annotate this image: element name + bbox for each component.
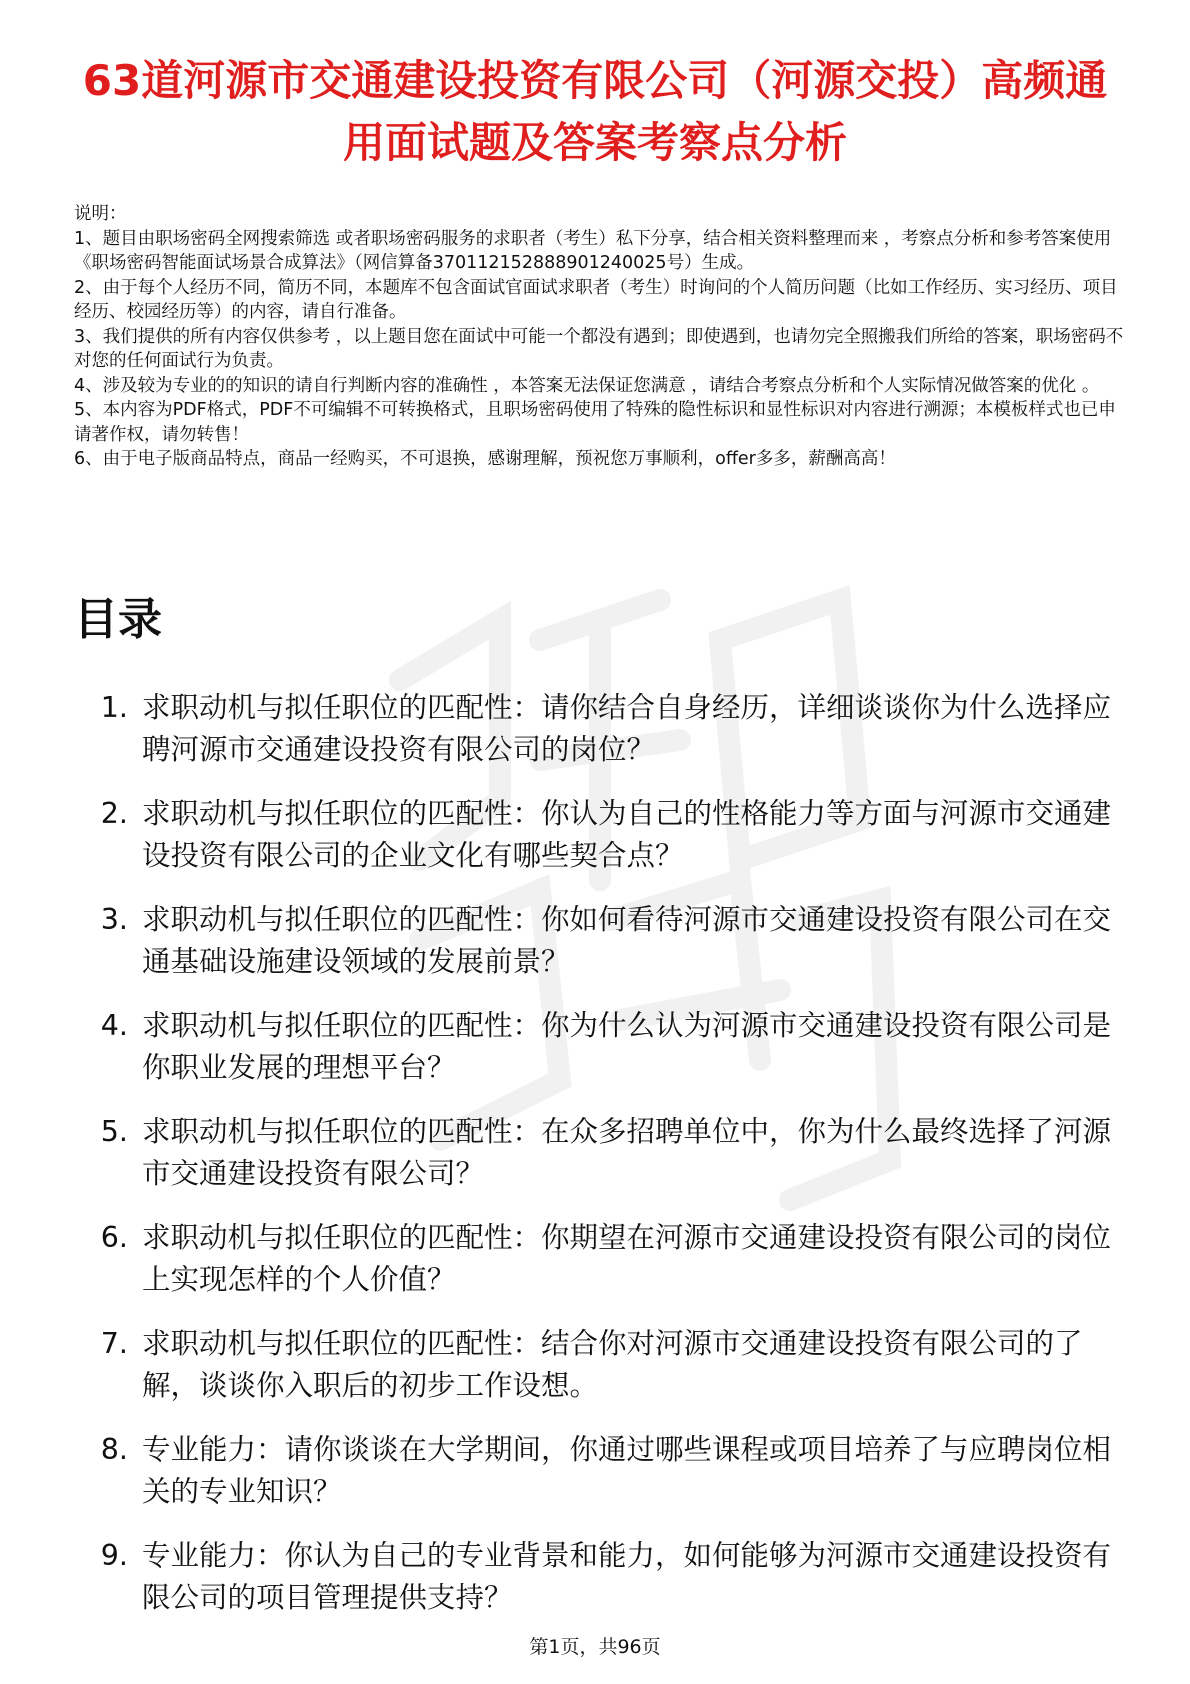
toc-item-number: 1. [100,691,128,724]
toc-item-text: 求职动机与拟任职位的匹配性：你如何看待河源市交通建设投资有限公司在交通基础设施建设领域的发展前景？ [142,903,1112,978]
toc-item-number: 9. [100,1539,128,1572]
toc-item-number: 7. [100,1327,128,1360]
toc-item-text: 求职动机与拟任职位的匹配性：在众多招聘单位中，你为什么最终选择了河源市交通建设投资有限公司？ [142,1115,1112,1190]
toc-heading: 目录 [74,594,162,645]
document-title: 63道河源市交通建设投资有限公司（河源交投）高频通用面试题及答案考察点分析 [82,56,1108,167]
toc-item-text: 专业能力：你认为自己的专业背景和能力，如何能够为河源市交通建设投资有限公司的项目管理提供支持？ [142,1539,1112,1614]
toc-item-number: 2. [100,797,128,830]
toc-item[interactable] [74,1323,1114,1407]
toc-item-number: 6. [100,1221,128,1254]
toc-item[interactable] [74,1217,1114,1301]
note-item: 5、本内容为PDF格式，PDF不可编辑不可转换格式，且职场密码使用了特殊的隐性标识和显性标识对内容进行溯源；本模板样式也已申请著作权，请勿转售！ [74,400,1116,445]
toc-item[interactable] [74,1535,1114,1619]
toc-list [74,687,1114,1641]
note-item: 4、涉及较为专业的的知识的请自行判断内容的准确性 ，本答案无法保证您满意 ，请结合考察点分析和个人实际情况做答案的优化 。 [74,375,1100,396]
toc-item[interactable] [74,687,1114,771]
toc-item[interactable] [74,1429,1114,1513]
toc-item[interactable] [74,1111,1114,1195]
toc-item-number: 4. [100,1009,128,1042]
notes-section [74,202,1124,472]
toc-item-text: 求职动机与拟任职位的匹配性：结合你对河源市交通建设投资有限公司的了解，谈谈你入职后的初步工作设想。 [142,1327,1083,1402]
toc-item[interactable] [74,1005,1114,1089]
toc-item-number: 3. [100,903,128,936]
toc-item-text: 专业能力：请你谈谈在大学期间，你通过哪些课程或项目培养了与应聘岗位相关的专业知识？ [142,1433,1112,1508]
note-item: 1、题目由职场密码全网搜索筛选 或者职场密码服务的求职者（考生）私下分享，结合相关资料整理而来 ，考察点分析和参考答案使用《职场密码智能面试场景合成算法》（网信算备370112152888901240025号）生成。 [74,228,1112,273]
toc-item-text: 求职动机与拟任职位的匹配性：你认为自己的性格能力等方面与河源市交通建设投资有限公司的企业文化有哪些契合点？ [142,797,1112,872]
toc-item-text: 求职动机与拟任职位的匹配性：你为什么认为河源市交通建设投资有限公司是你职业发展的理想平台？ [142,1009,1112,1084]
toc-item[interactable] [74,793,1114,877]
notes-label: 说明： [74,204,127,224]
note-item: 2、由于每个人经历不同，简历不同，本题库不包含面试官面试求职者（考生）时询问的个人简历问题（比如工作经历、实习经历、项目经历、校园经历等）的内容，请自行准备。 [74,277,1118,322]
note-item: 3、我们提供的所有内容仅供参考 ，以上题目您在面试中可能一个都没有遇到；即使遇到，也请勿完全照搬我们所给的答案，职场密码不对您的任何面试行为负责。 [74,326,1124,371]
toc-item-number: 5. [100,1115,128,1148]
page-footer: 第1页，共96页 [529,1636,661,1658]
note-item: 6、由于电子版商品特点，商品一经购买，不可退换，感谢理解，预祝您万事顺利，offer多多，薪酬高高！ [74,449,896,469]
toc-item-number: 8. [100,1433,128,1466]
toc-item-text: 求职动机与拟任职位的匹配性：请你结合自身经历，详细谈谈你为什么选择应聘河源市交通建设投资有限公司的岗位？ [142,691,1112,766]
toc-item-text: 求职动机与拟任职位的匹配性：你期望在河源市交通建设投资有限公司的岗位上实现怎样的个人价值？ [142,1221,1112,1296]
toc-item[interactable] [74,899,1114,983]
